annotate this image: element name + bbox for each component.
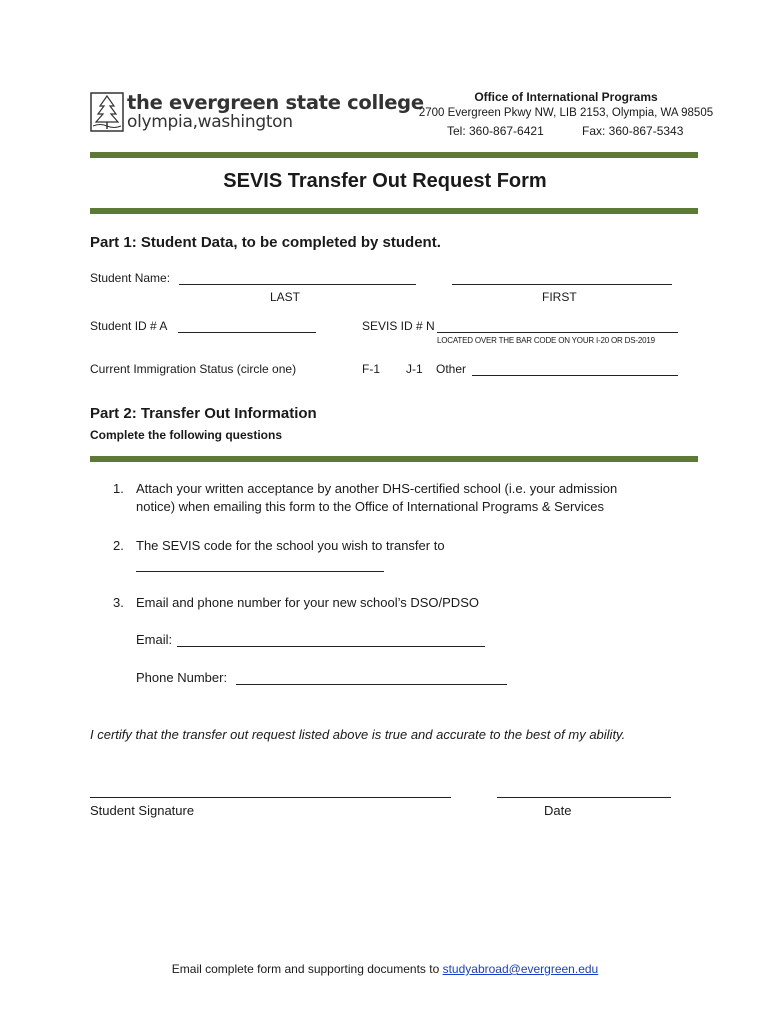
- logo-line-1: the evergreen state college: [127, 91, 424, 114]
- status-option-f1[interactable]: F-1: [362, 362, 380, 376]
- last-label: LAST: [270, 290, 301, 304]
- footer-instructions: [0, 962, 770, 976]
- dso-phone-field[interactable]: [236, 684, 507, 685]
- office-name: Office of International Programs: [474, 90, 658, 104]
- phone-label: Phone Number:: [136, 670, 228, 685]
- q3-number: 3.: [113, 595, 124, 610]
- sevis-id-note: LOCATED OVER THE BAR CODE ON YOUR I-20 OR DS-2019: [437, 336, 655, 345]
- page-title: SEVIS Transfer Out Request Form: [223, 170, 547, 192]
- first-name-field[interactable]: [452, 284, 672, 285]
- date-field[interactable]: [497, 797, 671, 798]
- sevis-id-label: SEVIS ID # N: [362, 319, 435, 333]
- q1-text-line-1: Attach your written acceptance by another DHS-certified school (i.e. your admission: [136, 481, 618, 496]
- q2-text: The SEVIS code for the school you wish to transfer to: [136, 538, 445, 553]
- title-divider: [90, 208, 698, 214]
- header-divider: [90, 152, 698, 158]
- part2-subheading: Complete the following questions: [90, 428, 282, 442]
- sevis-id-field[interactable]: [437, 332, 678, 333]
- last-name-field[interactable]: [179, 284, 416, 285]
- status-option-j1[interactable]: J-1: [406, 362, 423, 376]
- signature-label: Student Signature: [90, 803, 195, 818]
- office-address: 2700 Evergreen Pkwy NW, LIB 2153, Olympia, WA 98505: [418, 107, 714, 119]
- date-label: Date: [544, 803, 572, 818]
- student-id-label: Student ID # A: [90, 319, 168, 333]
- part1-heading: Part 1: Student Data, to be completed by student.: [90, 234, 441, 251]
- certification-statement: I certify that the transfer out request listed above is true and accurate to the best of my ability.: [90, 727, 626, 742]
- status-option-other[interactable]: Other: [436, 362, 467, 376]
- sevis-code-field[interactable]: [136, 571, 384, 572]
- immigration-status-label: Current Immigration Status (circle one): [90, 362, 297, 376]
- logo-line-2: olympia,washington: [127, 112, 293, 132]
- q1-number: 1.: [113, 481, 124, 496]
- email-label: Email:: [136, 632, 173, 647]
- office-fax: Fax: 360-867-5343: [582, 124, 684, 138]
- part2-heading: Part 2: Transfer Out Information: [90, 405, 317, 422]
- dso-email-field[interactable]: [177, 646, 485, 647]
- student-signature-field[interactable]: [90, 797, 451, 798]
- other-status-field[interactable]: [472, 375, 678, 376]
- office-tel: Tel: 360-867-6421: [447, 124, 544, 138]
- footer-text: Email complete form and supporting documents to: [171, 962, 443, 976]
- first-label: FIRST: [542, 290, 577, 304]
- student-id-field[interactable]: [178, 332, 316, 333]
- q1-text-line-2: notice) when emailing this form to the Office of International Programs & Services: [136, 499, 604, 514]
- part2-divider: [90, 456, 698, 462]
- footer-email-link[interactable]: studyabroad@evergreen.edu: [442, 962, 599, 976]
- student-name-label: Student Name:: [90, 271, 171, 285]
- q2-number: 2.: [113, 538, 124, 553]
- college-logo: [90, 90, 424, 134]
- tree-seal-icon: [90, 92, 124, 132]
- q3-text: Email and phone number for your new school’s DSO/PDSO: [136, 595, 479, 610]
